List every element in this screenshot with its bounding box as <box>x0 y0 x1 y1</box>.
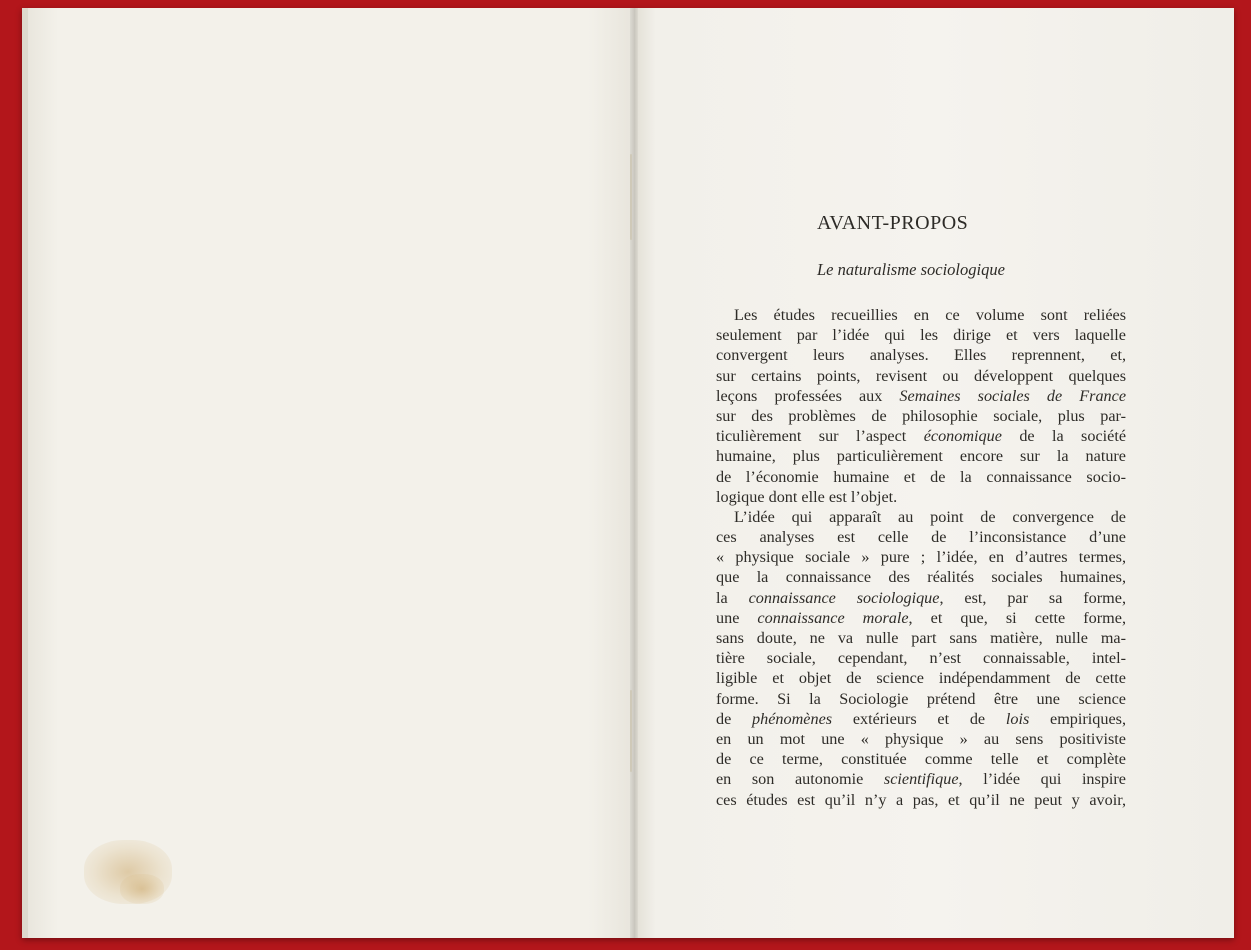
text-segment: une <box>716 608 758 627</box>
text-line <box>716 547 1126 567</box>
text-line <box>716 386 1126 406</box>
text-segment: Les études recueillies en ce volume sont reliées <box>734 306 1126 324</box>
text-line <box>716 366 1126 386</box>
text-segment: ces études est qu’il n’y a pas, et qu’il ne peut y avoir, <box>716 790 1126 809</box>
left-page-blank <box>22 8 634 938</box>
italic-phrase: scientifique <box>883 770 959 789</box>
text-segment: de ce terme, constituée comme telle et complète <box>716 750 1126 769</box>
italic-phrase: connaissance morale <box>757 608 909 627</box>
text-segment: ticulièrement sur l’aspect <box>716 427 924 446</box>
text-line <box>716 769 1126 789</box>
text-segment: de la société <box>1001 427 1127 446</box>
text-segment: seulement par l’idée qui les dirige et vers laquelle <box>716 326 1126 345</box>
body-text <box>716 305 1126 810</box>
text-line <box>716 446 1126 466</box>
text-line <box>716 709 1126 729</box>
foxing-stain-small <box>120 874 164 904</box>
text-segment: convergent leurs analyses. Elles reprennent, et, <box>716 346 1126 365</box>
text-line <box>716 487 1126 507</box>
text-line <box>716 689 1126 709</box>
text-segment: forme. Si la Sociologie prétend être une science <box>716 689 1126 708</box>
text-segment: de <box>716 709 753 728</box>
text-segment: , l’idée qui inspire <box>958 770 1126 789</box>
binding-stitch-top <box>630 154 632 240</box>
page-subheading: Le naturalisme sociologique <box>817 260 1005 279</box>
italic-phrase: économique <box>923 427 1002 446</box>
text-segment: de l’économie humaine et de la connaissance socio- <box>716 467 1126 486</box>
text-line <box>716 729 1126 749</box>
text-segment: L’idée qui apparaît au point de convergence de <box>734 507 1126 526</box>
text-line <box>716 406 1126 426</box>
italic-phrase: phénomènes <box>752 709 833 728</box>
text-line <box>716 790 1126 810</box>
text-segment: , est, par sa forme, <box>939 588 1126 607</box>
text-line <box>716 305 1126 325</box>
text-segment: empiriques, <box>1029 709 1126 728</box>
text-segment: ligible et objet de science indépendamment de cette <box>716 669 1126 688</box>
italic-phrase: Semaines sociales de France <box>899 386 1126 405</box>
text-line <box>716 668 1126 688</box>
text-segment: leçons professées aux <box>716 386 900 405</box>
text-line <box>716 527 1126 547</box>
text-line <box>716 567 1126 587</box>
text-line <box>716 648 1126 668</box>
text-segment: en son autonomie <box>716 770 884 789</box>
text-segment: sur certains points, revisent ou développent quelques <box>716 366 1126 385</box>
text-segment: en un mot une « physique » au sens positiviste <box>716 729 1126 748</box>
text-segment: , et que, si cette forme, <box>908 608 1126 627</box>
text-line <box>716 467 1126 487</box>
text-line <box>716 507 1126 527</box>
text-segment: ces analyses est celle de l’inconsistance d’une <box>716 528 1126 547</box>
binding-stitch-bottom <box>630 690 632 772</box>
text-segment: tière sociale, cependant, n’est connaissable, intel- <box>716 649 1126 668</box>
text-segment: logique dont elle est l’objet. <box>716 487 898 506</box>
text-line <box>716 608 1126 628</box>
text-line <box>716 749 1126 769</box>
text-segment: humaine, plus particulièrement encore sur la nature <box>716 447 1126 466</box>
text-line <box>716 426 1126 446</box>
text-segment: sans doute, ne va nulle part sans matière, nulle ma- <box>716 629 1126 647</box>
text-line <box>716 628 1126 648</box>
text-segment: extérieurs et de <box>832 709 1006 728</box>
page-heading: AVANT-PROPOS <box>817 212 969 234</box>
text-segment: que la connaissance des réalités sociales humaines, <box>716 568 1126 587</box>
text-line <box>716 325 1126 345</box>
italic-phrase: lois <box>1005 709 1030 728</box>
text-segment: sur des problèmes de philosophie sociale, plus par- <box>716 406 1126 425</box>
text-segment: « physique sociale » pure ; l’idée, en d’autres termes, <box>716 548 1126 567</box>
text-line <box>716 588 1126 608</box>
text-line <box>716 345 1126 365</box>
book-gutter <box>630 8 638 938</box>
text-segment: la <box>716 588 749 607</box>
italic-phrase: connaissance sociologique <box>748 588 940 607</box>
